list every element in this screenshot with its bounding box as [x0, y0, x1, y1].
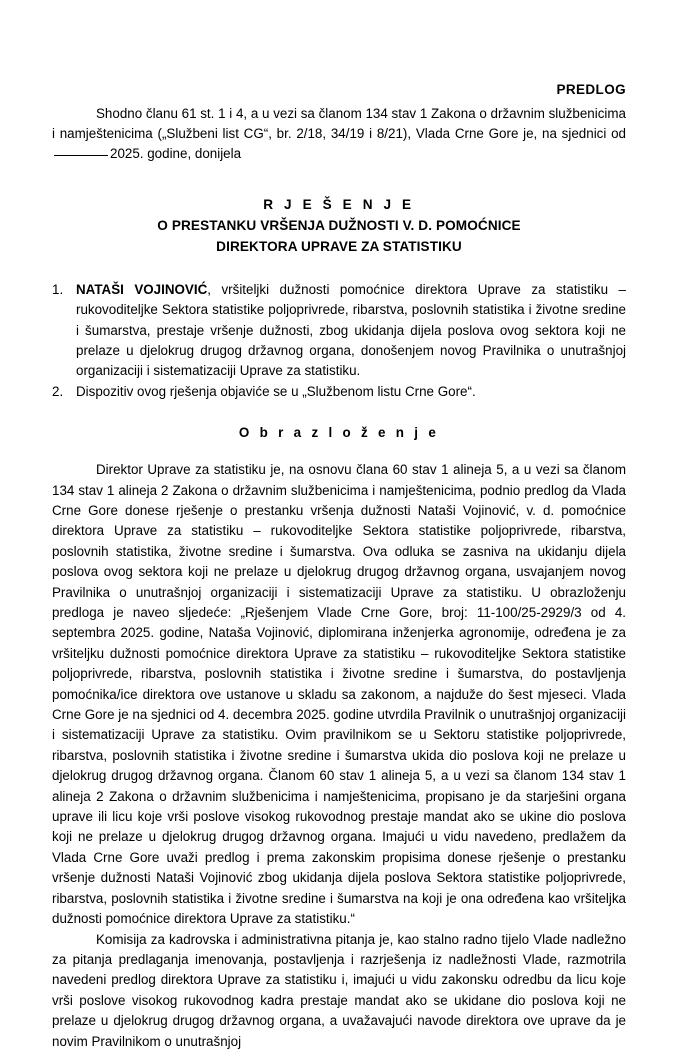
- explanation-heading: O b r a z l o ž e n j e: [238, 425, 440, 441]
- preamble-text-before-blank: Shodno članu 61 st. 1 i 4, a u vezi sa članom 134 stav 1 Zakona o državnim službenicima i namještenicima („Službeni list CG“, br. 2/18, 34/19 i 8/21), Vlada Crne Gore je, na sjednici od: [52, 105, 626, 141]
- list-item-marker: 1.: [52, 281, 64, 297]
- document-label: PREDLOG: [556, 82, 626, 97]
- decision-title-line-2: O PRESTANKU VRŠENJA DUŽNOSTI V. D. POMOĆNICE: [157, 217, 521, 233]
- preamble-paragraph: [52, 104, 626, 165]
- list-item-body: [76, 280, 626, 382]
- preamble-text-after-blank: 2025. godine, donijela: [110, 146, 242, 162]
- explanation-paragraph-2: Komisija za kadrovska i administrativna pitanja je, kao stalno radno tijelo Vlade nadležno za pitanja predlaganja imenovanja, postavljenja i razrješenja iz nadležnosti Vlade, razmotrila navedeni predlog direktora Uprave za statistiku i, imajući u vidu zakonsku odredbu da licu koje vrši poslove visokog rukovodnog kadra prestaje mandat ako se ukidane dio poslova koji ne prelaze u djelokrug drugog državnog organa, a uvažavajući navode direktora ove uprave da je novim Pravilnikom o unutrašnjoj: [52, 931, 626, 1049]
- decision-title-line-3: DIREKTORA UPRAVE ZA STATISTIKU: [216, 238, 462, 254]
- list-item-text: , vršiteljki dužnosti pomoćnice direktora Uprave za statistiku – rukovoditeljke Sektora statistike poljoprivrede, ribarstva, poslovnih statistika i životne sredine i šumarstva, prestaje vršenje dužnosti, zbog ukidanja dijela poslova ovog sektora koji ne prelaze u djelokrug drugog državnog organa, donošenjem novog Pravilnika o unutrašnjoj organizaciji i sistematizaciji Uprave za statistiku.: [76, 281, 626, 379]
- list-item-lead-name: NATAŠI VOJINOVIĆ: [76, 281, 208, 297]
- date-blank-field[interactable]: [54, 155, 108, 156]
- decision-title-block: [52, 165, 626, 257]
- list-item: [52, 382, 626, 402]
- list-item-body: [76, 382, 626, 402]
- list-item: [52, 280, 626, 382]
- list-item-text: Dispozitiv ovog rješenja objaviće se u „Službenom listu Crne Gore“.: [76, 383, 476, 399]
- explanation-paragraph-1: Direktor Uprave za statistiku je, na osnovu člana 60 stav 1 alineja 5, a u vezi sa članom 134 stav 1 alineja 2 Zakona o državnim službenicima i namještenicima, podnio predlog da Vlada Crne Gore donese rješenje o prestanku vršenja dužnosti Nataši Vojinović, v. d. pomoćnice direktora Uprave za statistiku – rukovoditeljke Sektora statistike poljoprivrede, ribarstva, poslovnih statistika, životne sredine i šumarstva. Ova odluka se zasniva na ukidanju dijela poslova ovog sektora koji ne prelaze u djelokrug drugog državnog organa, usvajanjem novog Pravilnika o unutrašnjoj organizaciji i sistematizaciji Uprave za statistiku. U obrazloženju predloga je naveo sljedeće: „Rješenjem Vlade Crne Gore, broj: 11-100/25-2929/3 od 4. septembra 2025. godine, Nataša Vojinović, diplomirana inženjerka agronomije, određena je za vršiteljku dužnosti pomoćnice direktora Uprave za statistiku – rukovoditeljke Sektora statistike poljoprivrede, ribarstva, poslovnih statistika i životne sredine i šumarstva, do postavljenja pomoćnika/ice direktora ove ustanove u skladu sa zakonom, a najduže do šest mjeseci. Vlada Crne Gore je na sjednici od 4. decembra 2025. godine utvrdila Pravilnik o unutrašnjoj organizaciji i sistematizaciji Uprave za statistiku. Ovim pravilnikom se u Sektoru statistike poljoprivrede, ribarstva, poslovnih statistika i životne sredine i šumarstva ukida dio poslova koji ne prelaze u djelokrug drugog državnog organa. Članom 60 stav 1 alineja 5, a u vezi sa članom 134 stav 1 alineja 2 Zakona o državnim službenicima i namještenicima, propisano je da starješini organa uprave ili licu koje vrši poslove visokog rukovodnog prestaje mandat ako se ukine dio poslova koji ne prelaze u djelokrug drugog državnog organa. Imajući u vidu navedeno, predlažem da Vlada Crne Gore uvaži predlog i prema zakonskim propisima donese rješenje o prestanku vršenje dužnosti Nataši Vojinović zbog ukidanja dijela poslova Sektora statistike poljoprivrede, ribarstva, poslovnih statistika i životne sredine i šumarstva na koji je ona određena kao vršiteljka dužnosti pomoćnice direktora Uprave za statistiku.“: [52, 462, 626, 927]
- explanation-body: [52, 443, 626, 1052]
- disposition-list: [52, 257, 626, 402]
- decision-title-line-1: R J E Š E N J E: [263, 196, 415, 212]
- list-item-marker: 2.: [52, 383, 64, 399]
